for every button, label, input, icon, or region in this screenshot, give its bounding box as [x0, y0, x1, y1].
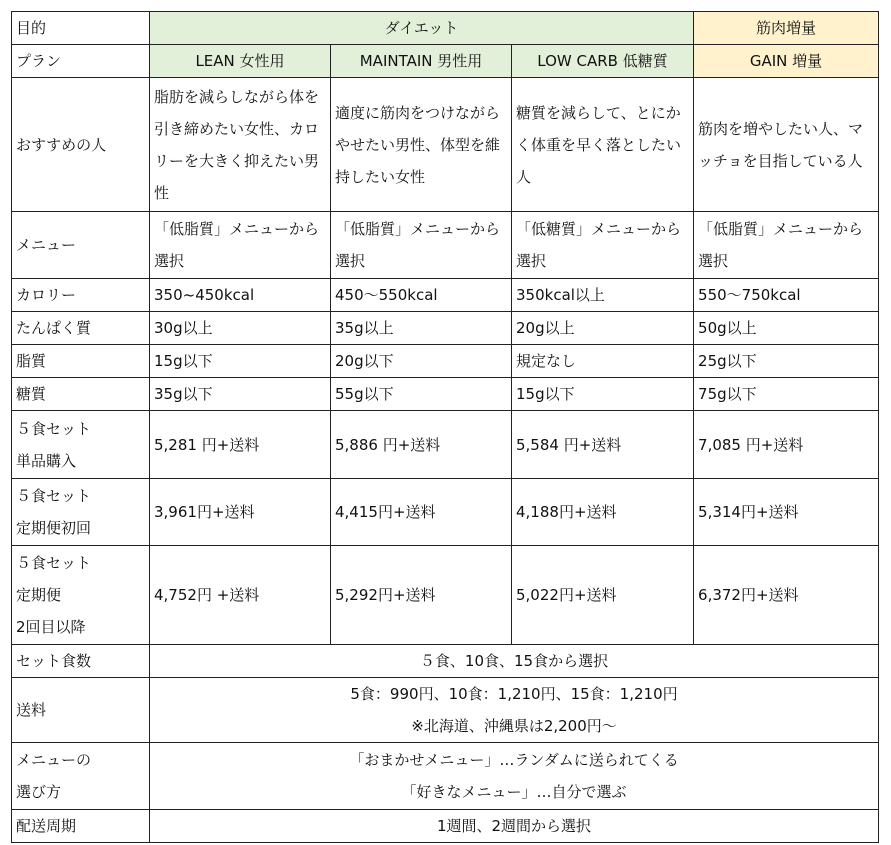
carb-label: 糖質: [12, 378, 150, 411]
subscription-first-row: [12, 479, 879, 546]
purpose-row: [12, 12, 879, 45]
plan-gain: GAIN 増量: [694, 45, 879, 78]
subscription-later-label: ５食セット 定期便 2回目以降: [12, 546, 150, 645]
single-purchase-row: [12, 411, 879, 479]
calorie-row: [12, 279, 879, 312]
plan-maintain: MAINTAIN 男性用: [331, 45, 512, 78]
single-gain: 7,085 円+送料: [694, 411, 879, 479]
sub-later-gain: 6,372円+送料: [694, 546, 879, 645]
recommended-maintain: 適度に筋肉をつけながらやせたい男性、体型を維持したい女性: [331, 78, 512, 212]
sub-first-gain: 5,314円+送料: [694, 479, 879, 546]
delivery-label: 配送周期: [12, 810, 150, 843]
recommended-gain: 筋肉を増やしたい人、マッチョを目指している人: [694, 78, 879, 212]
fat-lean: 15g以下: [150, 345, 331, 378]
sub-later-lean: 4,752円 +送料: [150, 546, 331, 645]
plan-label: プラン: [12, 45, 150, 78]
menu-choice-value: 「おまかせメニュー」…ランダムに送られてくる 「好きなメニュー」…自分で選ぶ: [150, 743, 879, 810]
recommended-row: [12, 78, 879, 212]
delivery-value: 1週間、2週間から選択: [150, 810, 879, 843]
menu-label: メニュー: [12, 212, 150, 279]
protein-maintain: 35g以上: [331, 312, 512, 345]
protein-gain: 50g以上: [694, 312, 879, 345]
single-maintain: 5,886 円+送料: [331, 411, 512, 479]
sub-later-low-carb: 5,022円+送料: [512, 546, 694, 645]
recommended-low-carb: 糖質を減らして、とにかく体重を早く落としたい人: [512, 78, 694, 212]
set-count-value: ５食、10食、15食から選択: [150, 645, 879, 678]
subscription-later-row: [12, 546, 879, 645]
delivery-row: [12, 810, 879, 843]
sub-later-maintain: 5,292円+送料: [331, 546, 512, 645]
calorie-maintain: 450～550kcal: [331, 279, 512, 312]
protein-lean: 30g以上: [150, 312, 331, 345]
menu-lean: 「低脂質」メニューから選択: [150, 212, 331, 279]
menu-choice-row: [12, 743, 879, 810]
single-purchase-label: ５食セット 単品購入: [12, 411, 150, 479]
calorie-gain: 550～750kcal: [694, 279, 879, 312]
set-count-row: [12, 645, 879, 678]
sub-first-lean: 3,961円+送料: [150, 479, 331, 546]
plan-row: [12, 45, 879, 78]
fat-low-carb: 規定なし: [512, 345, 694, 378]
shipping-label: 送料: [12, 678, 150, 743]
plan-comparison-table: [11, 11, 879, 843]
carb-maintain: 55g以下: [331, 378, 512, 411]
recommended-label: おすすめの人: [12, 78, 150, 212]
single-low-carb: 5,584 円+送料: [512, 411, 694, 479]
carb-low-carb: 15g以下: [512, 378, 694, 411]
plan-low-carb: LOW CARB 低糖質: [512, 45, 694, 78]
single-lean: 5,281 円+送料: [150, 411, 331, 479]
set-count-label: セット食数: [12, 645, 150, 678]
purpose-label: 目的: [12, 12, 150, 45]
plan-lean: LEAN 女性用: [150, 45, 331, 78]
calorie-label: カロリー: [12, 279, 150, 312]
menu-choice-label: メニューの 選び方: [12, 743, 150, 810]
shipping-row: [12, 678, 879, 743]
subscription-first-label: ５食セット 定期便初回: [12, 479, 150, 546]
carb-row: [12, 378, 879, 411]
fat-maintain: 20g以下: [331, 345, 512, 378]
fat-row: [12, 345, 879, 378]
protein-label: たんぱく質: [12, 312, 150, 345]
shipping-value: 5食：990円、10食：1,210円、15食：1,210円 ※北海道、沖縄県は2,200円～: [150, 678, 879, 743]
sub-first-maintain: 4,415円+送料: [331, 479, 512, 546]
menu-gain: 「低脂質」メニューから選択: [694, 212, 879, 279]
carb-lean: 35g以下: [150, 378, 331, 411]
calorie-lean: 350~450kcal: [150, 279, 331, 312]
menu-low-carb: 「低糖質」メニューから選択: [512, 212, 694, 279]
menu-maintain: 「低脂質」メニューから選択: [331, 212, 512, 279]
diet-category: ダイエット: [150, 12, 694, 45]
menu-row: [12, 212, 879, 279]
carb-gain: 75g以下: [694, 378, 879, 411]
calorie-low-carb: 350kcal以上: [512, 279, 694, 312]
fat-gain: 25g以下: [694, 345, 879, 378]
fat-label: 脂質: [12, 345, 150, 378]
sub-first-low-carb: 4,188円+送料: [512, 479, 694, 546]
recommended-lean: 脂肪を減らしながら体を引き締めたい女性、カロリーを大きく抑えたい男性: [150, 78, 331, 212]
muscle-category: 筋肉増量: [694, 12, 879, 45]
protein-row: [12, 312, 879, 345]
protein-low-carb: 20g以上: [512, 312, 694, 345]
